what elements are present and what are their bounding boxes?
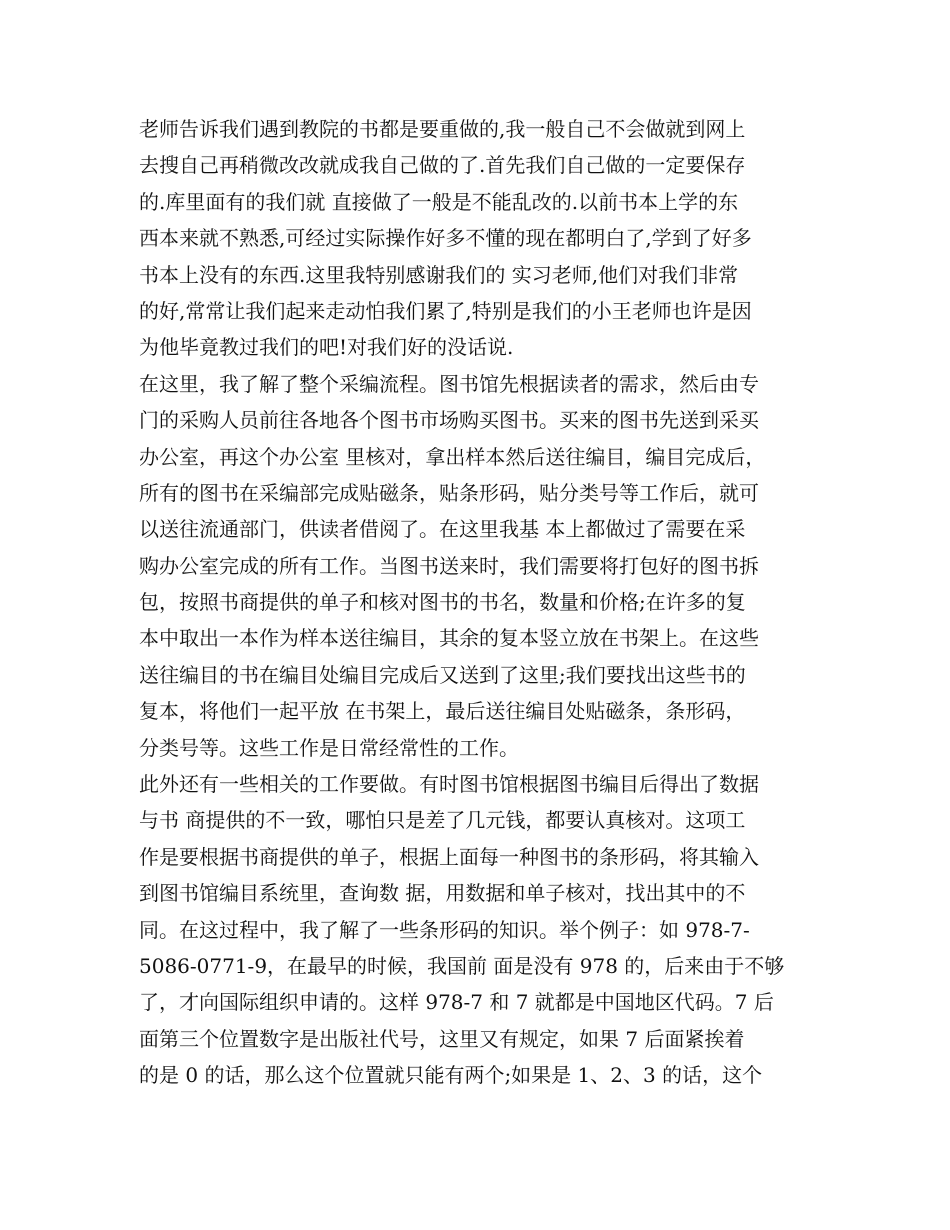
- text-line: 购办公室完成的所有工作。当图书送来时，我们需要将打包好的图书拆: [139, 553, 759, 578]
- text-line: 门的采购人员前往各地各个图书市场购买图书。买来的图书先送到采买: [139, 408, 759, 433]
- text-line: 此外还有一些相关的工作要做。有时图书馆根据图书编目后得出了数据: [139, 772, 759, 797]
- text-line: 面第三个位置数字是出版社代号，这里又有规定，如果 7 后面紧挨着: [139, 1026, 745, 1051]
- text-line: 同。在这过程中，我了解了一些条形码的知识。举个例子：如 978-7-: [139, 917, 750, 942]
- text-line: 本中取出一本作为样本送往编目，其余的复本竖立放在书架上。在这些: [139, 626, 759, 651]
- text-line: 老师告诉我们遇到教院的书都是要重做的,我一般自己不会做就到网上: [139, 117, 746, 141]
- text-line: 与书 商提供的不一致，哪怕只是差了几元钱，都要认真核对。这项工: [139, 808, 746, 833]
- text-line: 办公室，再这个办公室 里核对，拿出样本然后送往编目，编目完成后，: [139, 444, 766, 469]
- text-line: 送往编目的书在编目处编目完成后又送到了这里;我们要找出这些书的: [139, 662, 746, 687]
- text-line: 的好,常常让我们起来走动怕我们累了,特别是我们的小王老师也许是因: [139, 298, 752, 323]
- text-line: 西本来就不熟悉,可经过实际操作好多不懂的现在都明白了,学到了好多: [139, 226, 752, 251]
- text-line: 到图书馆编目系统里，查询数 据，用数据和单子核对，找出其中的不: [139, 881, 746, 906]
- text-line: 作是要根据书商提供的单子，根据上面每一种图书的条形码，将其输入: [139, 844, 759, 869]
- text-line: 以送往流通部门，供读者借阅了。在这里我基 本上都做过了需要在采: [139, 517, 746, 542]
- text-line: 的是 0 的话，那么这个位置就只能有两个;如果是 1、2、3 的话，这个: [139, 1063, 763, 1088]
- text-line: 在这里，我了解了整个采编流程。图书馆先根据读者的需求，然后由专: [139, 371, 759, 396]
- text-line: 的.库里面有的我们就 直接做了一般是不能乱改的.以前书本上学的东: [139, 189, 739, 214]
- text-line: 为他毕竟教过我们的吧!对我们好的没话说.: [139, 335, 514, 360]
- text-line: 所有的图书在采编部完成贴磁条，贴条形码，贴分类号等工作后，就可: [139, 480, 759, 505]
- body-text: [139, 111, 819, 1094]
- text-line: 分类号等。这些工作是日常经常性的工作。: [139, 735, 519, 760]
- text-line: 书本上没有的东西.这里我特别感谢我们的 实习老师,他们对我们非常: [139, 262, 739, 287]
- text-line: 包，按照书商提供的单子和核对图书的书名，数量和价格;在许多的复: [139, 590, 746, 615]
- text-line: 去搜自己再稍微改改就成我自己做的了.首先我们自己做的一定要保存: [139, 153, 746, 178]
- text-line: 复本，将他们一起平放 在书架上，最后送往编目处贴磁条，条形码，: [139, 699, 746, 724]
- text-line: 5086-0771-9，在最早的时候，我国前 面是没有 978 的，后来由于不够: [139, 953, 785, 978]
- text-line: 了，才向国际组织申请的。这样 978-7 和 7 就都是中国地区代码。7 后: [139, 990, 774, 1015]
